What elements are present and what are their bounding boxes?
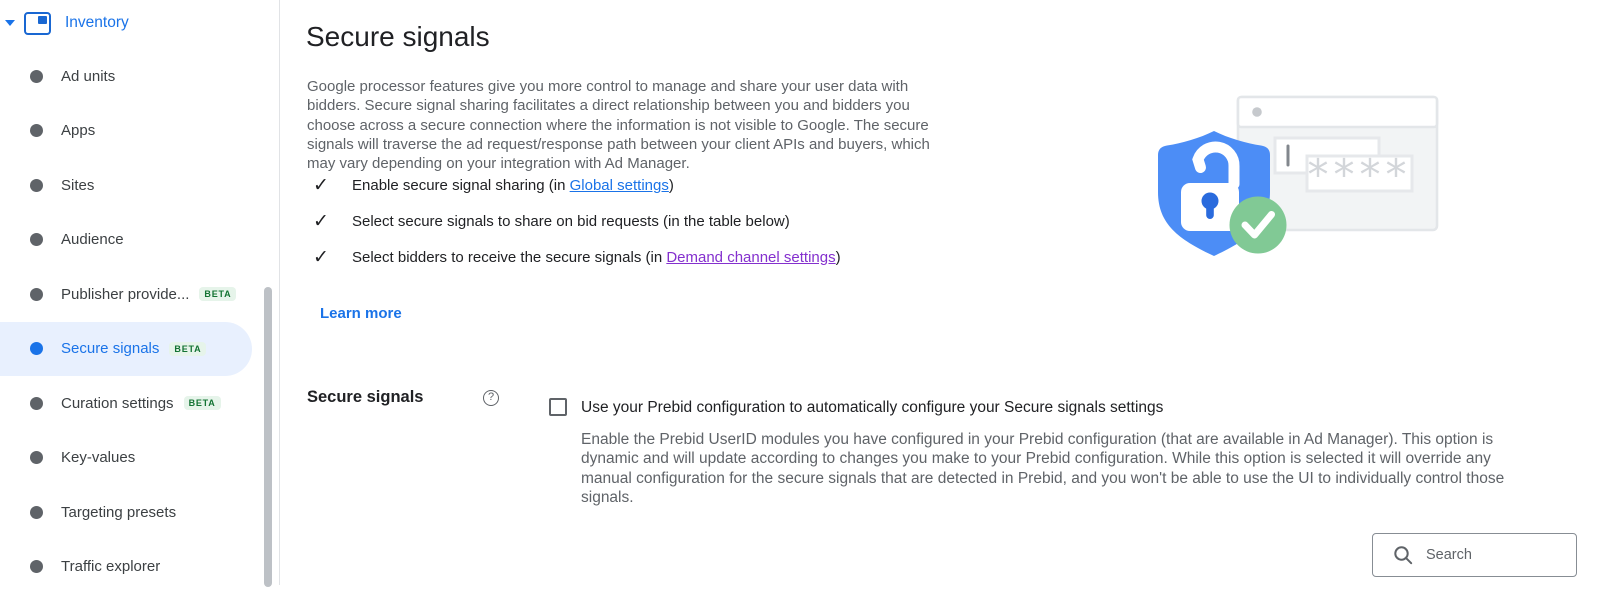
sidebar-item-curation-settings[interactable] bbox=[0, 376, 279, 431]
check-badge-icon bbox=[1230, 197, 1287, 254]
sidebar-item-label: Sites bbox=[61, 177, 94, 194]
intro-paragraph: Google processor features give you more control to manage and share your user data with bidders. Secure signal sharing facilitates a direct relationship between you and bidders you choose across a secure connection where the information is not visible to Google. The secure signals will traverse the ad request/response path between your client APIs and buyers, which may vary depending on your integration with Ad Manager. bbox=[307, 77, 957, 173]
bullet-dot-icon bbox=[30, 124, 43, 137]
checklist-text: Select bidders to receive the secure signals (in Demand channel settings) bbox=[352, 249, 841, 266]
bullet-dot-icon bbox=[30, 179, 43, 192]
bullet-dot-icon bbox=[30, 288, 43, 301]
sidebar-nav bbox=[0, 49, 279, 594]
sidebar-item-publisher-provide[interactable] bbox=[0, 267, 279, 322]
svg-text:****: **** bbox=[1308, 150, 1412, 199]
setup-checklist bbox=[307, 175, 841, 283]
sidebar-item-label: Curation settings bbox=[61, 395, 174, 412]
checklist-row bbox=[307, 247, 841, 267]
sidebar-item-label: Secure signals bbox=[61, 340, 159, 357]
caret-down-icon[interactable] bbox=[5, 20, 15, 26]
sidebar-item-label: Targeting presets bbox=[61, 504, 176, 521]
checklist-link[interactable]: Global settings bbox=[570, 177, 669, 194]
bullet-dot-icon bbox=[30, 397, 43, 410]
sidebar-item-label: Ad units bbox=[61, 68, 115, 85]
checkmark-icon: ✓ bbox=[313, 246, 337, 269]
bullet-dot-icon bbox=[30, 70, 43, 83]
prebid-checkbox-label[interactable]: Use your Prebid configuration to automatically configure your Secure signals settings bbox=[581, 399, 1163, 417]
help-icon[interactable]: ? bbox=[483, 390, 499, 406]
bullet-dot-icon bbox=[30, 560, 43, 573]
checklist-row bbox=[307, 175, 841, 195]
sidebar-item-targeting-presets[interactable] bbox=[0, 485, 279, 540]
sidebar-item-apps[interactable] bbox=[0, 104, 279, 159]
bullet-dot-icon bbox=[30, 342, 43, 355]
beta-badge: BETA bbox=[184, 396, 221, 410]
search-input[interactable] bbox=[1424, 546, 1564, 564]
beta-badge: BETA bbox=[169, 342, 206, 356]
checklist-text: Enable secure signal sharing (in Global settings) bbox=[352, 177, 674, 194]
sidebar-item-label: Traffic explorer bbox=[61, 558, 160, 575]
inventory-icon bbox=[24, 12, 51, 35]
sidebar-item-label: Audience bbox=[61, 231, 124, 248]
checklist-text: Select secure signals to share on bid requests (in the table below) bbox=[352, 213, 790, 230]
sidebar-item-audience[interactable] bbox=[0, 213, 279, 268]
prebid-checkbox[interactable] bbox=[549, 398, 567, 416]
search-icon bbox=[1393, 545, 1413, 565]
page-title: Secure signals bbox=[306, 21, 490, 53]
secure-signals-illustration bbox=[1135, 88, 1445, 263]
section-label: Secure signals bbox=[307, 388, 423, 407]
sidebar-item-traffic-explorer[interactable] bbox=[0, 540, 279, 594]
learn-more-link[interactable]: Learn more bbox=[320, 305, 402, 322]
sidebar-header-label: Inventory bbox=[65, 14, 129, 32]
bullet-dot-icon bbox=[30, 233, 43, 246]
search-box[interactable] bbox=[1372, 533, 1577, 577]
checklist-link[interactable]: Demand channel settings bbox=[666, 249, 835, 266]
checkmark-icon: ✓ bbox=[313, 174, 337, 197]
sidebar-item-label: Publisher provide... bbox=[61, 286, 189, 303]
checkmark-icon: ✓ bbox=[313, 210, 337, 233]
sidebar-item-inventory[interactable] bbox=[0, 0, 279, 46]
sidebar-item-ad-units[interactable] bbox=[0, 49, 279, 104]
prebid-description: Enable the Prebid UserID modules you have configured in your Prebid configuration (that are available in Ad Manager). This option is dynamic and will update according to changes you make to your Prebid configuration. While this option is selected it will override any manual configuration for the secure signals that are detected in Prebid, and you won't be able to use the UI to individually control those signals. bbox=[581, 430, 1531, 507]
bullet-dot-icon bbox=[30, 506, 43, 519]
sidebar-item-label: Key-values bbox=[61, 449, 135, 466]
sidebar-item-sites[interactable] bbox=[0, 158, 279, 213]
bullet-dot-icon bbox=[30, 451, 43, 464]
sidebar-item-label: Apps bbox=[61, 122, 95, 139]
sidebar bbox=[0, 0, 280, 585]
beta-badge: BETA bbox=[199, 287, 236, 301]
sidebar-scrollbar[interactable] bbox=[264, 287, 272, 587]
sidebar-item-key-values[interactable] bbox=[0, 431, 279, 486]
checklist-row bbox=[307, 211, 841, 231]
sidebar-item-secure-signals[interactable] bbox=[0, 322, 252, 377]
